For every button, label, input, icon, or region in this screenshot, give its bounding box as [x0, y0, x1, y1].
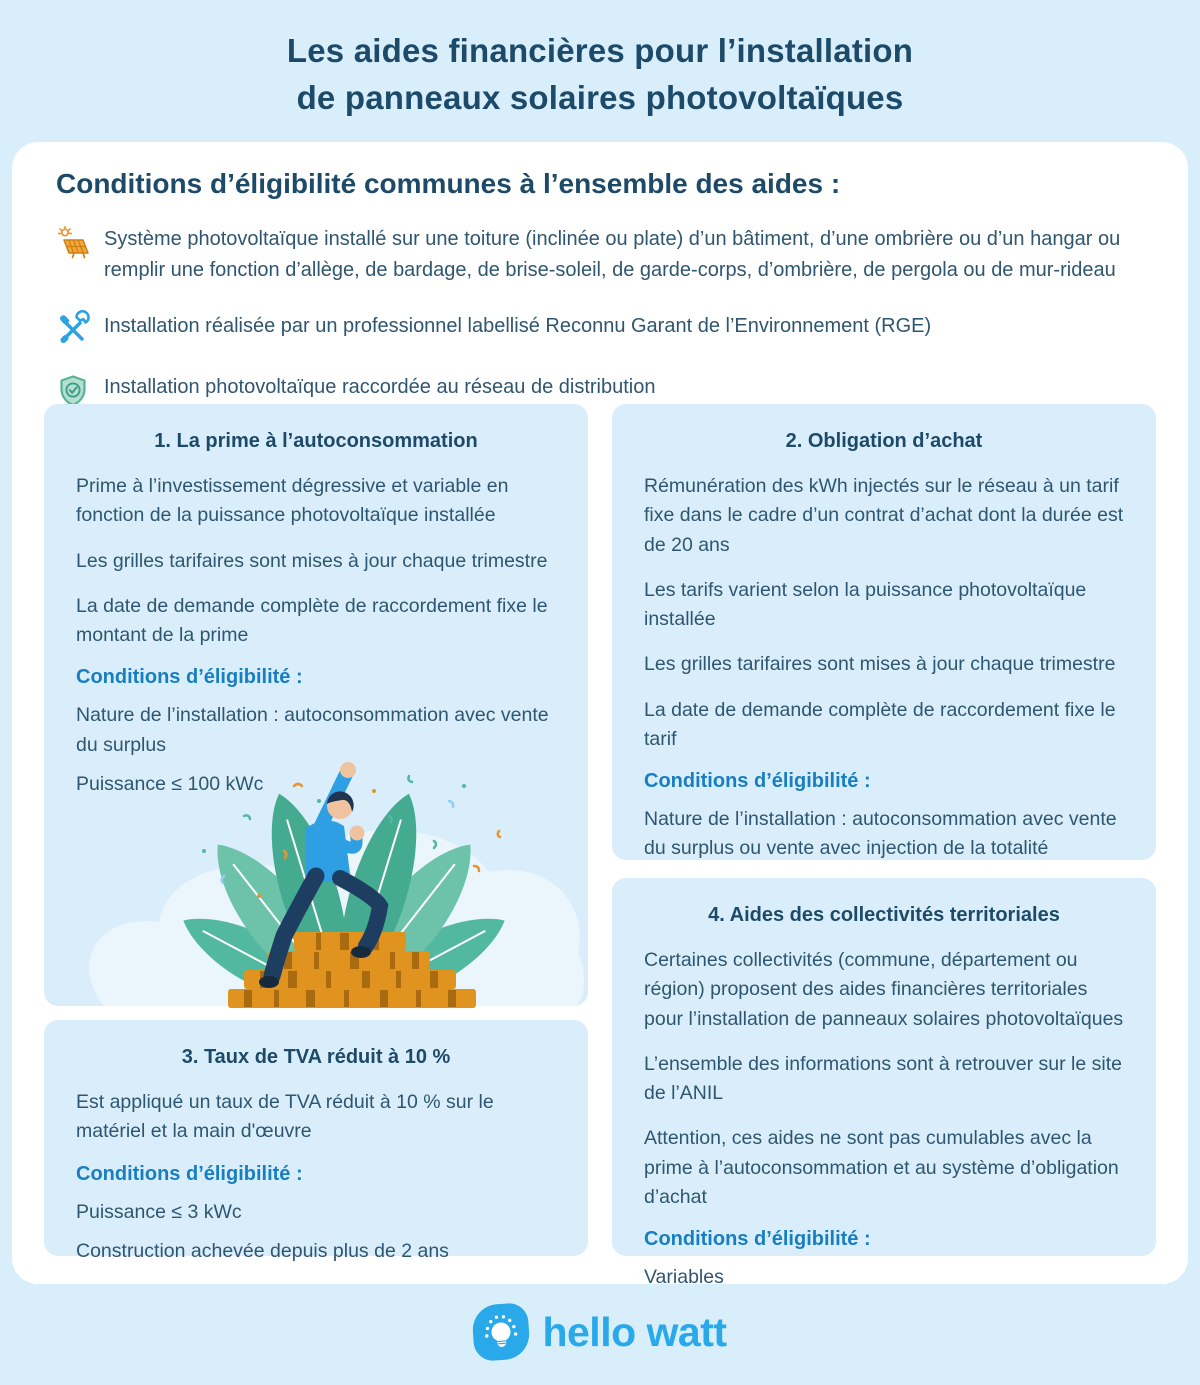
card-obligation-achat [612, 404, 1156, 860]
list-item [56, 311, 1146, 347]
condition-item: Puissance ≤ 100 kWc [76, 772, 264, 795]
conditions-label: Conditions d’éligibilité : [644, 770, 871, 792]
shield-check-icon [56, 374, 90, 408]
list-item-text: Installation réalisée par un professionnel labellisé Reconnu Garant de l’Environnement (RGE) [104, 315, 932, 337]
conditions-label: Conditions d’éligibilité : [76, 1162, 303, 1185]
card-paragraph: La date de demande complète de raccordement fixe le tarif [644, 698, 1116, 750]
list-item-text: Système photovoltaïque installé sur une toiture (inclinée ou plate) d’un bâtiment, d’une ombrière ou d’un hangar ou remplir une fonction d’allège, de bardage, de brise-soleil, de garde-corps, d’ombrière, de pergola ou de mur-rideau [104, 228, 1121, 281]
card-title: 4. Aides des collectivités territoriales [708, 904, 1060, 926]
card-paragraph: Certaines collectivités (commune, département ou région) proposent des aides financières territoriales pour l’installation de panneaux solaires photovoltaïques [644, 949, 1124, 1030]
common-conditions-list [56, 224, 1146, 433]
card-title: 2. Obligation d’achat [785, 430, 983, 452]
condition-item: Puissance ≤ 3 kWc [76, 1200, 242, 1223]
card-tva-reduite [44, 1020, 588, 1262]
solar-panel-icon [56, 226, 90, 260]
list-item [56, 224, 1146, 286]
card-title: 3. Taux de TVA réduit à 10 % [181, 1046, 451, 1068]
card-paragraph: Est appliqué un taux de TVA réduit à 10 % sur le matériel et la main d'œuvre [76, 1091, 494, 1143]
main-card [12, 142, 1188, 1288]
card-paragraph: Les tarifs varient selon la puissance photovoltaïque installée [644, 578, 1087, 630]
card-aides-collectivites [612, 878, 1156, 1288]
card-title: 1. La prime à l’autoconsommation [154, 430, 478, 452]
card-paragraph: Attention, ces aides ne sont pas cumulables avec la prime à l’autoconsommation et au système d’obligation d’achat [644, 1127, 1119, 1208]
card-paragraph: Les grilles tarifaires sont mises à jour chaque trimestre [644, 653, 1116, 676]
condition-item: Variables [644, 1266, 724, 1288]
page-title [0, 28, 1200, 122]
page-title-line2: de panneaux solaires photovoltaïques [296, 78, 904, 116]
page-title-line1: Les aides financières pour l’installation [286, 32, 914, 69]
card-paragraph: Les grilles tarifaires sont mises à jour chaque trimestre [76, 549, 548, 572]
condition-item: Nature de l’installation : autoconsommation avec vente du surplus [76, 704, 549, 756]
celebration-illustration [44, 756, 588, 1006]
list-item [56, 372, 1146, 408]
section-heading: Conditions d’éligibilité communes à l’ensemble des aides : [56, 168, 841, 199]
brand-name: hello watt [542, 1308, 727, 1355]
conditions-label: Conditions d’éligibilité : [644, 1228, 871, 1250]
card-paragraph: Prime à l’investissement dégressive et variable en fonction de la puissance photovoltaïque installée [76, 475, 509, 527]
condition-item: Construction achevée depuis plus de 2 ans [76, 1239, 449, 1262]
list-item-text: Installation photovoltaïque raccordée au réseau de distribution [104, 376, 656, 398]
conditions-label: Conditions d’éligibilité : [76, 666, 303, 689]
tools-icon [56, 313, 90, 347]
condition-item: Nature de l’installation : autoconsommation avec vente du surplus ou vente avec injection de la totalité [644, 808, 1117, 860]
card-paragraph: Rémunération des kWh injectés sur le réseau à un tarif fixe dans le cadre d’un contrat d’achat dont la durée est de 20 ans [644, 475, 1124, 556]
lightbulb-icon [472, 1302, 532, 1362]
card-prime-autoconsommation [44, 404, 588, 1006]
card-paragraph: La date de demande complète de raccordement fixe le montant de la prime [76, 594, 548, 646]
footer-brand [0, 1304, 1200, 1360]
card-paragraph: L’ensemble des informations sont à retrouver sur le site de l’ANIL [644, 1052, 1122, 1104]
